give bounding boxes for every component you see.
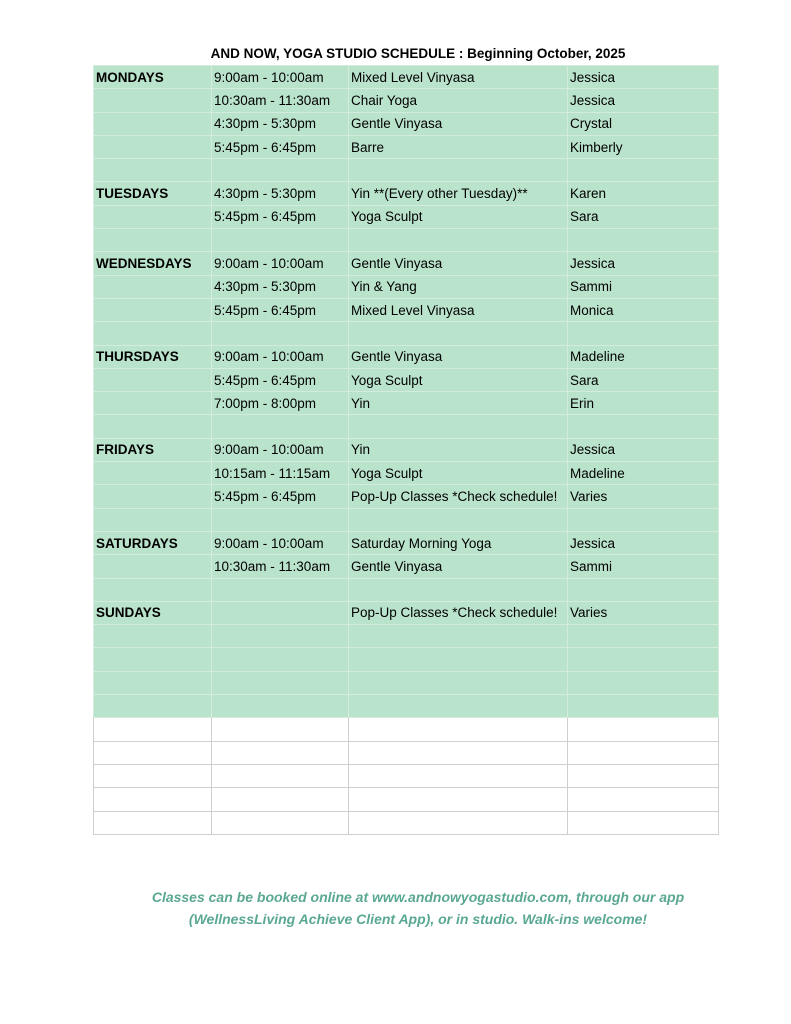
spacer-row — [94, 578, 719, 601]
class-teacher: Sammi — [568, 275, 719, 298]
spacer-row — [94, 229, 719, 252]
spacer-row — [94, 671, 719, 694]
class-time: 9:00am - 10:00am — [212, 66, 349, 89]
spacer-row — [94, 159, 719, 182]
class-time: 9:00am - 10:00am — [212, 438, 349, 461]
class-name: Barre — [349, 135, 568, 158]
class-name: Yoga Sculpt — [349, 462, 568, 485]
class-time: 5:45pm - 6:45pm — [212, 135, 349, 158]
day-label-sunday: SUNDAYS — [94, 601, 212, 624]
booking-note — [0, 886, 791, 930]
empty-row — [94, 811, 719, 834]
day-label-wednesday: WEDNESDAYS — [94, 252, 212, 275]
table-row — [94, 345, 719, 368]
empty-cell — [94, 555, 212, 578]
class-name: Chair Yoga — [349, 89, 568, 112]
table-row — [94, 392, 719, 415]
empty-cell — [94, 89, 212, 112]
class-teacher: Kimberly — [568, 135, 719, 158]
class-teacher: Sammi — [568, 555, 719, 578]
day-label-monday: MONDAYS — [94, 66, 212, 89]
spacer-row — [94, 625, 719, 648]
table-row — [94, 252, 719, 275]
class-time: 5:45pm - 6:45pm — [212, 368, 349, 391]
class-teacher: Jessica — [568, 531, 719, 554]
schedule-table — [93, 65, 719, 835]
class-teacher: Erin — [568, 392, 719, 415]
class-name: Yin — [349, 438, 568, 461]
table-row — [94, 89, 719, 112]
class-teacher: Varies — [568, 485, 719, 508]
empty-cell — [94, 205, 212, 228]
day-label-saturday: SATURDAYS — [94, 531, 212, 554]
table-row — [94, 531, 719, 554]
class-name: Yin & Yang — [349, 275, 568, 298]
day-label-thursday: THURSDAYS — [94, 345, 212, 368]
class-teacher: Karen — [568, 182, 719, 205]
class-teacher: Sara — [568, 205, 719, 228]
table-row — [94, 112, 719, 135]
table-row — [94, 66, 719, 89]
booking-note-line-2: (WellnessLiving Achieve Client App), or in studio. Walk-ins welcome! — [188, 911, 648, 927]
day-label-friday: FRIDAYS — [94, 438, 212, 461]
empty-cell — [94, 485, 212, 508]
class-teacher: Madeline — [568, 345, 719, 368]
class-teacher: Jessica — [568, 66, 719, 89]
table-row — [94, 555, 719, 578]
table-row — [94, 438, 719, 461]
class-time: 9:00am - 10:00am — [212, 345, 349, 368]
class-time: 4:30pm - 5:30pm — [212, 275, 349, 298]
empty-cell — [94, 135, 212, 158]
class-time: 9:00am - 10:00am — [212, 531, 349, 554]
empty-cell — [94, 392, 212, 415]
class-time: 10:30am - 11:30am — [212, 555, 349, 578]
spacer-row — [94, 648, 719, 671]
class-name: Yin **(Every other Tuesday)** — [349, 182, 568, 205]
table-row — [94, 462, 719, 485]
spacer-row — [94, 322, 719, 345]
class-name: Saturday Morning Yoga — [349, 531, 568, 554]
class-name: Gentle Vinyasa — [349, 112, 568, 135]
empty-cell — [94, 462, 212, 485]
class-name: Pop-Up Classes *Check schedule! — [349, 601, 568, 624]
class-time — [212, 601, 349, 624]
empty-row — [94, 788, 719, 811]
table-row — [94, 205, 719, 228]
class-name: Gentle Vinyasa — [349, 252, 568, 275]
class-teacher: Jessica — [568, 438, 719, 461]
class-teacher: Varies — [568, 601, 719, 624]
class-time: 5:45pm - 6:45pm — [212, 485, 349, 508]
table-row — [94, 275, 719, 298]
class-teacher: Crystal — [568, 112, 719, 135]
class-teacher: Jessica — [568, 89, 719, 112]
class-name: Yin — [349, 392, 568, 415]
class-name: Yoga Sculpt — [349, 205, 568, 228]
class-time: 4:30pm - 5:30pm — [212, 112, 349, 135]
class-teacher: Sara — [568, 368, 719, 391]
class-time: 7:00pm - 8:00pm — [212, 392, 349, 415]
empty-cell — [94, 112, 212, 135]
class-teacher: Jessica — [568, 252, 719, 275]
class-teacher: Madeline — [568, 462, 719, 485]
class-time: 4:30pm - 5:30pm — [212, 182, 349, 205]
empty-cell — [94, 368, 212, 391]
table-row — [94, 182, 719, 205]
class-name: Pop-Up Classes *Check schedule! — [349, 485, 568, 508]
class-time: 5:45pm - 6:45pm — [212, 205, 349, 228]
empty-row — [94, 741, 719, 764]
table-row — [94, 485, 719, 508]
empty-row — [94, 764, 719, 787]
empty-cell — [94, 275, 212, 298]
class-time: 10:30am - 11:30am — [212, 89, 349, 112]
class-name: Mixed Level Vinyasa — [349, 66, 568, 89]
spacer-row — [94, 508, 719, 531]
class-name: Yoga Sculpt — [349, 368, 568, 391]
spacer-row — [94, 695, 719, 718]
table-row — [94, 368, 719, 391]
table-row — [94, 135, 719, 158]
spacer-row — [94, 415, 719, 438]
booking-note-line-1: Classes can be booked online at www.andnowyogastudio.com, through our app — [151, 889, 685, 905]
day-label-tuesday: TUESDAYS — [94, 182, 212, 205]
class-time: 5:45pm - 6:45pm — [212, 298, 349, 321]
empty-cell — [94, 298, 212, 321]
class-time: 9:00am - 10:00am — [212, 252, 349, 275]
empty-row — [94, 718, 719, 741]
class-name: Mixed Level Vinyasa — [349, 298, 568, 321]
class-name: Gentle Vinyasa — [349, 555, 568, 578]
table-row — [94, 601, 719, 624]
class-teacher: Monica — [568, 298, 719, 321]
class-time: 10:15am - 11:15am — [212, 462, 349, 485]
table-row — [94, 298, 719, 321]
schedule-title: AND NOW, YOGA STUDIO SCHEDULE : Beginning October, 2025 — [210, 46, 626, 61]
class-name: Gentle Vinyasa — [349, 345, 568, 368]
